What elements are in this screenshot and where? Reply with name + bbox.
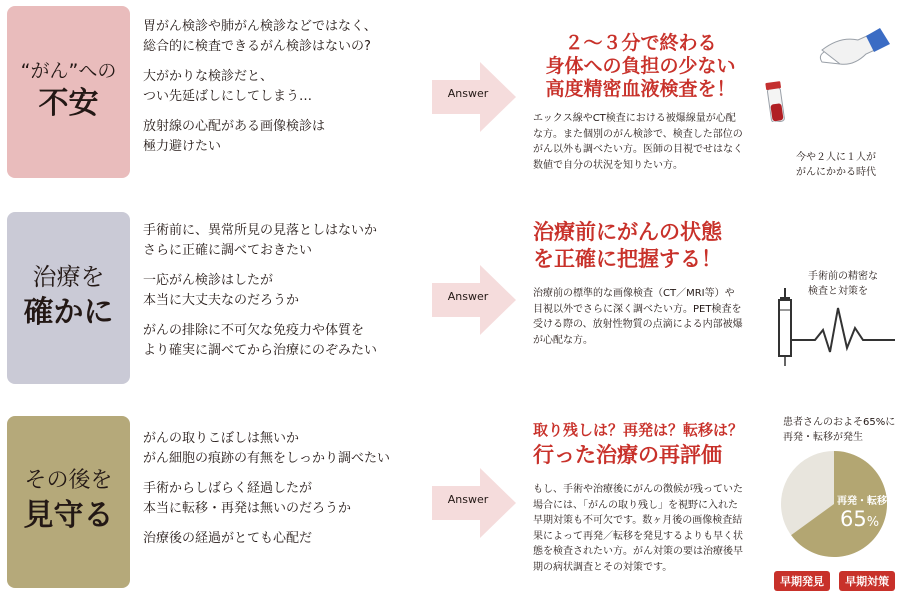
concern-item: 胃がん検診や肺がん検診などではなく、 総合的に検査できるがん検診はないの?	[143, 19, 377, 54]
pie-value	[840, 507, 879, 531]
tag-early-detection: 早期発見	[774, 571, 830, 591]
row-label-line2: 見守る	[23, 498, 114, 534]
concern-item: 放射線の心配がある画像検診は 極力避けたい	[143, 119, 326, 154]
row-label-box	[7, 6, 130, 178]
concern-list	[143, 17, 423, 167]
row-label-line2: 不安	[38, 86, 99, 122]
row-anxiety	[0, 0, 912, 180]
concern-item: 手術からしばらく経過したが 本当に転移・再発は無いのだろうか	[143, 481, 352, 516]
concern-item: 大がかりな検診だと、 つい先延ばしにしてしまう…	[143, 69, 313, 104]
answer-headline: ２〜３分で終わる 身体への負担の少ない 高度精密血液検査を！	[545, 32, 736, 101]
answer-body: エックス線やCT検査における被爆線量が心配な方。また個別のがん検診で、検査した部位のがん以外も調べたい方。医師の目視でせはなく数値で自分の状況を知りたい方。	[533, 113, 743, 171]
answer-arrow	[432, 468, 518, 538]
concern-list	[143, 221, 423, 371]
row-monitoring	[0, 410, 912, 590]
side-caption: 今や２人に１人が がんにかかる時代	[796, 152, 876, 178]
blood-test-tube-icon	[762, 22, 892, 122]
syringe-heartbeat-icon	[775, 288, 900, 368]
answer-arrow	[432, 62, 518, 132]
answer-body: もし、手術や治療後にがんの徴候が残っていた場合には、「がんの取り残し」を視野に入れた早期対策も不可欠です。数ヶ月後の画像検査結果によって再発／転移を発見するよりも早く状態を検査されたい方。がん対策の要は治療後早期の病状調査とその対策です。	[533, 484, 743, 573]
pie-value-number: 65	[840, 507, 867, 531]
tag-list	[770, 570, 895, 591]
concern-item: 手術前に、異常所見の見落としはないか さらに正確に調べておきたい	[143, 223, 378, 258]
row-certain-treatment	[0, 205, 912, 385]
answer-label: Answer	[447, 493, 489, 506]
row-label-line1: 治療を	[32, 263, 105, 292]
row-label-line1: “がん”への	[20, 60, 117, 83]
answer-body: 治療前の標準的な画像検査（CT／MRI等）や目視以外でさらに深く調べたい方。PET検査を受ける際の、放射性物質の点滴による内部被爆が心配な方。	[533, 288, 743, 346]
answer-headline: 治療前にがんの状態 を正確に把握する！	[533, 220, 722, 272]
row-label-box	[7, 416, 130, 588]
answer-headline-small: 取り残しは？再発は？転移は？	[533, 421, 744, 439]
tag-early-action: 早期対策	[839, 571, 895, 591]
concern-item: 治療後の経過がとても心配だ	[143, 531, 313, 546]
concern-item: がんの取りこぼしは無いか がん細胞の痕跡の有無をしっかり調べたい	[143, 431, 391, 466]
side-caption: 患者さんのおよそ65%に 再発・転移が発生	[783, 417, 896, 443]
row-label-line2: 確かに	[23, 295, 114, 331]
pie-label: 再発・転移	[837, 496, 887, 507]
answer-arrow	[432, 265, 518, 335]
pie-value-unit: %	[866, 515, 880, 530]
answer-headline: 行った治療の再評価	[533, 443, 722, 467]
row-label-line1: その後を	[24, 468, 113, 494]
concern-item: がんの排除に不可欠な免疫力や体質を より確実に調べてから治療にのぞみたい	[143, 323, 378, 358]
side-caption: 手術前の精密な 検査と対策を	[808, 271, 878, 297]
row-label-box	[7, 212, 130, 384]
concern-item: 一応がん検診はしたが 本当に大丈夫なのだろうか	[143, 273, 300, 308]
answer-label: Answer	[447, 290, 489, 303]
concern-list	[143, 429, 423, 560]
answer-label: Answer	[447, 87, 489, 100]
